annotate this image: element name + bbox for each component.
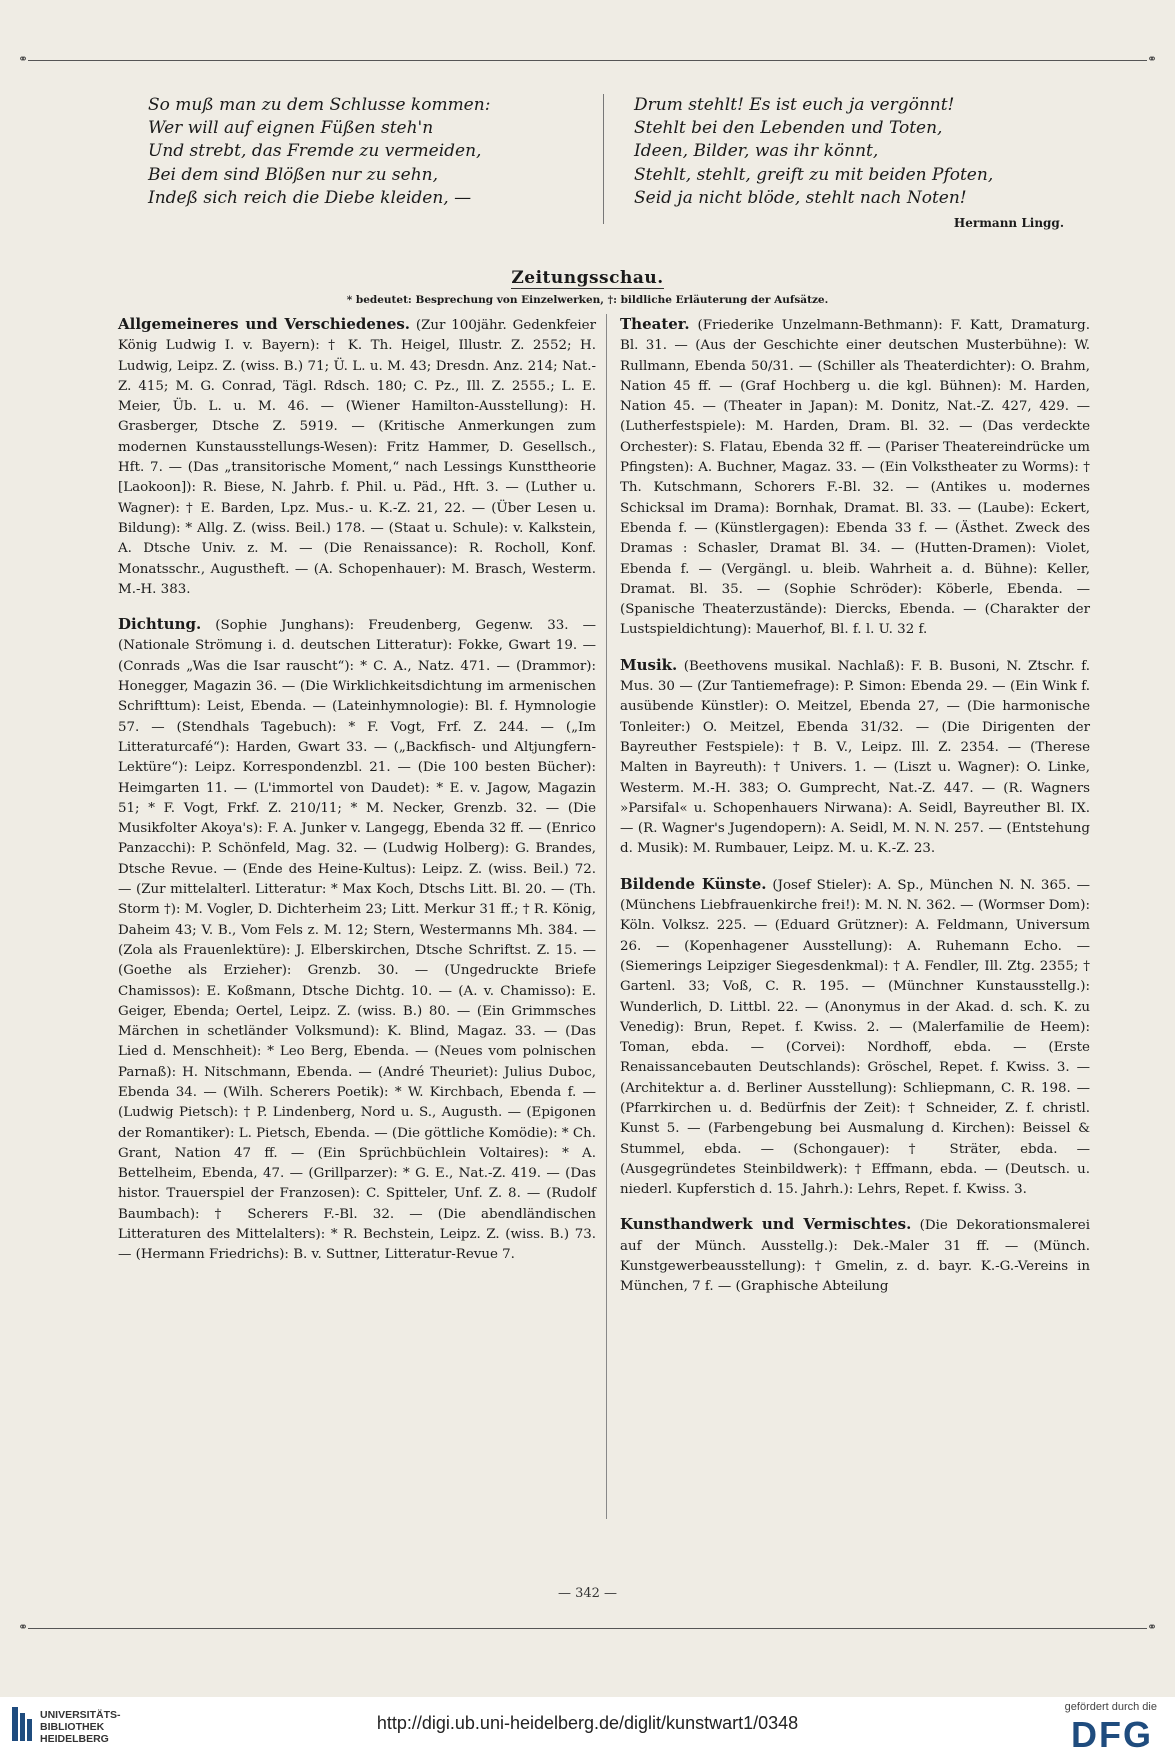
entry-heading: Theater. (620, 315, 690, 333)
poem-divider (603, 94, 604, 224)
section-legend: * bedeutet: Besprechung von Einzelwerken, †: bildliche Erläuterung der Aufsätze. (346, 294, 829, 306)
poem-line: Wer will auf eignen Füßen steh'n (148, 118, 434, 139)
entry-musik (620, 655, 1090, 860)
entry-allgemeineres (118, 314, 596, 600)
dfg-logo: DFG (1071, 1714, 1153, 1755)
ornament-corner-bl: ⚭ (18, 1620, 29, 1634)
top-ornament-rule (28, 60, 1147, 61)
entry-text: (Friederike Unzelmann-Bethmann): F. Katt, Dramaturg. Bl. 31. — (Aus der Geschichte einer deutschen Musterbühne): W. Rullmann, Ebenda 50/31. — (Schiller als Theaterdichter): O. Brahm, Nation 45 ff. — (Graf Hochberg u. die kgl. Bühnen): M. Harden, Nation 45. — (Theater in Japan): M. Donitz, Nat.-Z. 427, 429. — (Lutherfestspiele): M. Harden, Dram. Bl. 32. — (Das verdeckte Orchester): S. Flatau, Ebenda 32 ff. — (Pariser Theatereindrücke um Pfingsten): A. Buchner, Magaz. 33. — (Ein Volkstheater zu Worms): † Th. Kutschmann, Schorers F.-Bl. 32. — (Antikes u. modernes Schicksal im Drama): Bornhak, Dramat. Bl. 33. — (Laube): Eckert, Ebenda f. — (Künstlergagen): Ebenda 33 f. — (Ästhet. Zweck des Dramas : Schasler, Dramat Bl. 34. — (Hutten-Dramen): Violet, Ebenda f. — (Vergängl. u. bleib. Wahrheit a. d. Bühne): Keller, Dramat. Bl. 35. — (Sophie Schröder): Köberle, Ebenda. — (Spanische Theaterzustände): Diercks, Ebenda. — (Charakter der Lustspieldichtung): Mauerhof, Bl. f. l. U. 32 f. (620, 318, 1090, 638)
ornament-corner-br: ⚭ (1146, 1620, 1157, 1634)
entry-dichtung (118, 614, 596, 1266)
library-name-line: BIBLIOTHEK (40, 1721, 105, 1733)
section-title (0, 268, 1175, 288)
poem-line: So muß man zu dem Schlusse kommen: (148, 95, 491, 115)
poem-line: Seid ja nicht blöde, stehlt nach Noten! (634, 187, 967, 208)
poem-line: Drum stehlt! Es ist euch ja vergönnt! (634, 95, 955, 115)
entry-bildende-kuenste (620, 874, 1090, 1201)
digitization-footer (0, 1697, 1175, 1756)
entry-text: (Die Dekorationsmalerei auf der Münch. Ausstellg.): Dek.-Maler 31 ff. — (Münch. Kunstgewerbeausstellung): † Gmelin, z. d. bayr. K.-G.-Vereins in München, 7 f. — (Graphische Abteilung (620, 1218, 1090, 1295)
entry-heading: Dichtung. (118, 615, 202, 634)
poem-line: Bei dem sind Blößen nur zu sehn, (148, 164, 439, 185)
right-column (620, 314, 1090, 1312)
section-title-text: Zeitungsschau. (511, 268, 664, 288)
source-url-link[interactable]: http://digi.ub.uni-heidelberg.de/diglit/kunstwart1/0348 (376, 1713, 799, 1733)
entry-text: (Josef Stieler): A. Sp., München N. N. 365. — (Münchens Liebfrauenkirche frei!): M. N. N. 362. — (Wormser Dom): Köln. Volksz. 225. — (Eduard Grützner): A. Feldmann, Universum 26. — (Kopenhagener Ausstellung): A. Ruhemann Echo. — (Siemerings Leipziger Siegesdenkmal): † A. Fendler, Ill. Ztg. 2355; † Gartenl. 33; Voß, C. R. 195. — (Münchner Kunstausstellg.): Wunderlich, D. Littbl. 22. — (Anonymus in der Akad. d. sch. K. zu Venedig): Brun, Repet. f. Kwiss. 2. — (Malerfamilie de Heem): Toman, ebda. — (Corvei): Nordhoff, ebda. — (Erste Renaissancebauten Deutschlands): Gröschel, Repet. f. Kwiss. 3. — (Architektur a. d. Berliner Ausstellung): Schliepmann, C. R. 198. — (Pfarrkirchen u. d. Bedürfnis der Zeit): † Schneider, Z. f. christl. Kunst 5. — (Farbengebung bei Ausmalung d. Kirchen): Beissel & Stummel, ebda. — (Schongauer): † Sträter, ebda. — (Ausgegründetes Steinbildwerk): † Effmann, ebda. — (Deutsch. u. niederl. Kupferstich d. 15. Jahrh.): Lehrs, Repet. f. Kwiss. 3. (620, 877, 1090, 1198)
poem-right-stanza (634, 94, 1064, 235)
entry-heading: Allgemeineres und Verschiedenes. (118, 315, 411, 333)
funding-note: gefördert durch die (1064, 1701, 1157, 1713)
entry-heading: Musik. (620, 655, 678, 674)
left-column (118, 314, 596, 1280)
bottom-ornament-rule (28, 1628, 1147, 1629)
entry-kunsthandwerk (620, 1214, 1090, 1297)
entry-heading: Bildende Künste. (620, 874, 767, 893)
entry-heading: Kunsthandwerk und Vermischtes. (620, 1215, 912, 1234)
poem-left-stanza (148, 94, 588, 210)
ornament-corner-tr: ⚭ (1146, 52, 1157, 66)
poem-line: Und strebt, das Fremde zu vermeiden, (148, 141, 482, 162)
entry-text: (Sophie Junghans): Freudenberg, Gegenw. 33. — (Nationale Strömung i. d. deutschen Litteratur): Fokke, Gwart 19. — (Conrads „Was die Isar rauscht“): * C. A., Natz. 471. — (Drammor): Honegger, Magazin 36. — (Die Wirklichkeitsdichtung im armenischen Schrifttum): Leist, Ebenda. — (Lateinhymnologie): Bl. f. Hymnologie 57. — (Stendhals Tagebuch): * F. Vogt, Frf. Z. 244. — („Im Litteraturcafé“): Harden, Gwart 33. — („Backfisch- und Altjungfern-Lektüre“): Leipz. Korrespondenzbl. 21. — (Die 100 besten Bücher): Heimgarten 11. — (L'immortel von Daudet): * E. v. Jagow, Magazin 51; * F. Vogt, Frkf. Z. 210/11; * M. Necker, Grenzb. 32. — (Die Musikfolter Akoya's): F. A. Junker v. Langegg, Ebenda 32 ff. — (Enrico Panzacchi): P. Schönfeld, Mag. 32. — (Ludwig Holberg): G. Brandes, Dtsche Revue. — (Ende des Heine-Kultus): Leipz. Z. (wiss. Beil.) 72. — (Zur mittelalterl. Litteratur: * Max Koch, Dtschs Litt. Bl. 20. — (Th. Storm †): M. Vogler, D. Dichterheim 23; Litt. Merkur 31 ff.; † R. König, Daheim 43; V. B., Vom Fels z. M. 12; Stern, Westermanns Mh. 384. — (Zola als Frauenlektüre): J. Elberskirchen, Dtsche Schriftst. Z. 15. — (Goethe als Erzieher): Grenzb. 30. — (Ungedruckte Briefe Chamissos): E. Koßmann, Dtsche Dichtg. 10. — (A. v. Chamisso): E. Geiger, Ebenda; Oertel, Leipz. Z. (wiss. B.) 80. — (Ein Grimmsches Märchen in schetländer Volksmund): K. Blind, Magaz. 33. — (Das Lied d. Menschheit): * Leo Berg, Ebenda. — (Neues vom polnischen Parnaß): H. Nitschmann, Ebenda. — (André Theuriet): Julius Duboc, Ebenda 34. — (Wilh. Scherers Poetik): * W. Kirchbach, Ebenda f. — (Ludwig Pietsch): † P. Lindenberg, Nord u. S., Augusth. — (Epigonen der Romantiker): L. Pietsch, Ebenda. — (Die göttliche Komödie): * Ch. Grant, Nation 47 ff. — (Ein Sprüchbüchlein Voltaires): * A. Bettelheim, Ebenda, 47. — (Grillparzer): * G. E., Nat.-Z. 419. — (Das histor. Trauerspiel der Franzosen): C. Spitteler, Unf. Z. 8. — (Rudolf Baumbach): † Scherers F.-Bl. 32. — (Die abendländischen Litteraturen des Mittelalters): * R. Bechstein, Leipz. Z. (wiss. B.) 73. — (Hermann Friedrichs): B. v. Suttner, Litteratur-Revue 7. (118, 618, 596, 1263)
column-divider (606, 314, 607, 1519)
ornament-corner-tl: ⚭ (18, 52, 29, 66)
poem-line: Indeß sich reich die Diebe kleiden, — (148, 187, 472, 208)
poem-author: Hermann Lingg. (953, 216, 1064, 231)
entry-theater (620, 314, 1090, 641)
library-name-line: UNIVERSITÄTS- (40, 1709, 121, 1721)
entry-text: (Zur 100jähr. Gedenkfeier König Ludwig I. v. Bayern): † K. Th. Heigel, Illustr. Z. 2552; H. Ludwig, Leipz. Z. (wiss. B.) 71; Ü. L. u. M. 43; Dresdn. Anz. 214; Nat.-Z. 415; M. G. Conrad, Tägl. Rdsch. 180; C. Pz., Ill. Z. 2555.; L. E. Meier, Üb. L. u. M. 46. — (Wiener Hamilton-Ausstellung): H. Grasberger, Dtsche Z. 5919. — (Kritische Anmerkungen zum modernen Kunstausstellungs-Wesen): Fritz Hammer, D. Gesellsch., Hft. 7. — (Das „transitorische Moment,“ nach Lessings Kunsttheorie [Laokoon]): R. Biese, N. Jahrb. f. Phil. u. Päd., Hft. 3. — (Luther u. Wagner): † E. Barden, Lpz. Mus.- u. K.-Z. 21, 22. — (Über Lesen u. Bildung): * Allg. Z. (wiss. Beil.) 178. — (Staat u. Schule): v. Kalkstein, A. Dtsche Univ. z. M. — (Die Renaissance): R. Rocholl, Konf. Monatsschr., Augustheft. — (A. Schopenhauer): M. Brasch, Westerm. M.-H. 383. (118, 318, 596, 597)
poem-line: Stehlt, stehlt, greift zu mit beiden Pfoten, (634, 164, 994, 185)
page-number: — 342 — (557, 1586, 618, 1601)
library-name-line: HEIDELBERG (40, 1733, 109, 1745)
entry-text: (Beethovens musikal. Nachlaß): F. B. Busoni, N. Ztschr. f. Mus. 30 — (Zur Tantiemefrage): P. Simon: Ebenda 29. — (Ein Wink f. ausübende Künstler): O. Meitzel, Ebenda 27, — (Die harmonische Tonleiter:) O. Meitzel, Ebenda 31/32. — (Die Dirigenten der Bayreuther Festspiele): † B. V., Leipz. Ill. Z. 2354. — (Therese Malten in Bayreuth): † Univers. 1. — (Liszt u. Wagner): O. Linke, Westerm. M.-H. 383; O. Gumprecht, Nat.-Z. 447. — (R. Wagners »Parsifal« u. Schopenhauers Nirwana): A. Seidl, Bayreuther Bl. IX. — (R. Wagner's Jugendopern): A. Seidl, M. N. N. 257. — (Entstehung d. Musik): M. Rumbauer, Leipz. M. u. K.-Z. 23. (620, 658, 1090, 857)
poem-line: Stehlt bei den Lebenden und Toten, (634, 118, 943, 139)
poem-line: Ideen, Bilder, was ihr könnt, (634, 141, 879, 162)
